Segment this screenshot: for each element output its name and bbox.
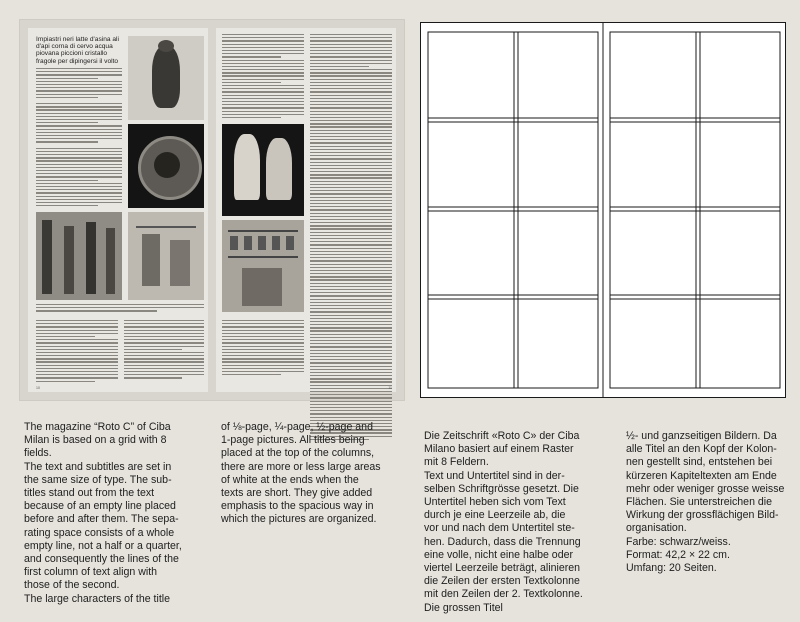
picture-plate [128,124,204,208]
spread-text-left-lower-2 [124,320,204,381]
spread-text-right-col2 [310,34,392,442]
picture-gloves [222,124,304,216]
spread-text-right-lower [222,320,304,377]
spread-text-left-lower [36,320,118,384]
spread-text-left [36,68,122,208]
page-number-right: 11 [388,386,392,390]
picture-engraving [128,212,204,300]
spread-text-right-col1 [222,34,304,120]
caption-english-col2: of ⅛-page, ¼-page, ½-page and 1-page pictures. All titles being placed at the top of the columns, there are more or less large areas of white at the ends when the texts are short. They give added emphasis to the spacious way in which the pictures are organized. [221,421,381,526]
caption-german-col1: Die Zeitschrift «Roto C» der Ciba Milano basiert auf einem Raster mit 8 Feldern. Text und Untertitel sind in der- selben Schriftgrösse gesetzt. Die Untertitel heben sich vom Text durch je eine Leerzeile ab, die vor und nach dem Untertitel ste- hen. Dadurch, dass die Trennung eine volle, nicht eine halbe oder viertel Leerzeile beträgt, alinieren die Zeilen der ersten Textkolonne mit den Zeilen der 2. Textkolonne. Die grossen Titel [424,430,583,614]
spread-page-right [216,28,396,392]
caption-german-col2: ½- und ganzseitigen Bildern. Da alle Titel an den Kopf der Kolon- nen gestellt sind, entstehen bei kürzeren Kapiteltexten am Ende mehr oder weniger grosse weisse Flächen. Sie unterstreichen die Wirkung der grossflächigen Bild- organisation. Farbe: schwarz/weiss. Format: 42,2 × 22 cm. Umfang: 20 Seiten. [626,430,785,575]
grid-diagram [420,22,786,398]
picture-apothecary [222,220,304,312]
picture-figurines [36,212,122,300]
page-number-left: 10 [36,386,40,390]
caption-english-col1: The magazine “Roto C” of Ciba Milan is based on a grid with 8 fields. The text and subtitles are set in the same size of type. The sub- titles stand out from the text because of an empty line placed before and after them. The sepa- rating space consists of a whole empty line, not a half or a quarter, and consequently the lines of the first column of text align with those of the second. The large characters of the title [24,421,182,605]
spread-caption-left [36,304,204,314]
magazine-spread [20,20,404,400]
spread-headline: Impiastri neri latte d'asina ali d'api corna di cervo acqua piovana piccioni cristallo fragole per dipingersi il volto [36,36,119,65]
spread-page-left [28,28,208,392]
picture-vase [128,36,204,120]
